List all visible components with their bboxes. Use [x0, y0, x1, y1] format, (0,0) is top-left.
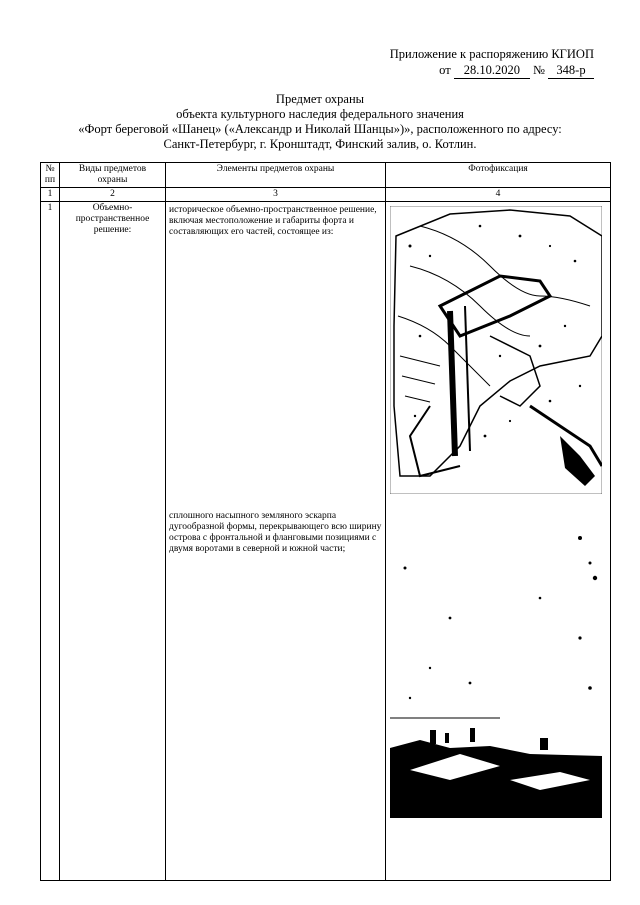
- fort-escarp-photo: [390, 518, 602, 818]
- heading-line-2: объекта культурного наследия федерального значения: [176, 107, 464, 121]
- header-index: № пп: [41, 163, 60, 188]
- appendix-from-label: от: [439, 63, 451, 77]
- row-kind: Объемно-пространственное решение:: [60, 202, 166, 881]
- header-kind: Виды предметов охраны: [60, 163, 166, 188]
- appendix-title: Приложение к распоряжению КГИОП: [389, 47, 594, 61]
- heading-line-4: Санкт-Петербург, г. Кронштадт, Финский залив, о. Котлин.: [163, 137, 477, 151]
- document-heading: [0, 92, 640, 152]
- column-number-2: 2: [60, 188, 166, 202]
- fort-map-image: [390, 206, 602, 494]
- element-description-escarp: сплошного насыпного земляного эскарпа дугообразной формы, перекрывающего всю ширину острова с фронтальной и фланговыми позициями с двумя воротами в северной и южной части;: [169, 511, 382, 554]
- appendix-number: 348-р: [548, 62, 594, 79]
- heading-line-3: «Форт береговой «Шанец» («Александр и Николай Шанцы»)», расположенного по адресу:: [78, 122, 562, 136]
- row-photos: [386, 202, 611, 881]
- element-description-main: историческое объемно-пространственное решение, включая местоположение и габариты форта и составляющих его частей, состоящее из:: [169, 205, 377, 237]
- column-number-4: 4: [386, 188, 611, 202]
- column-number-1: 1: [41, 188, 60, 202]
- appendix-block: [390, 46, 594, 79]
- heading-line-1: Предмет охраны: [275, 92, 365, 106]
- appendix-date: 28.10.2020: [454, 62, 530, 79]
- appendix-date-line: [390, 62, 594, 79]
- table-header-row: [41, 163, 611, 188]
- table-row: [41, 202, 611, 881]
- header-photo: Фотофиксация: [386, 163, 611, 188]
- appendix-number-label: №: [532, 63, 545, 77]
- protection-table: [40, 162, 611, 881]
- header-elements: Элементы предметов охраны: [166, 163, 386, 188]
- row-elements: [166, 202, 386, 881]
- row-index: 1: [41, 202, 60, 881]
- column-number-row: [41, 188, 611, 202]
- column-number-3: 3: [166, 188, 386, 202]
